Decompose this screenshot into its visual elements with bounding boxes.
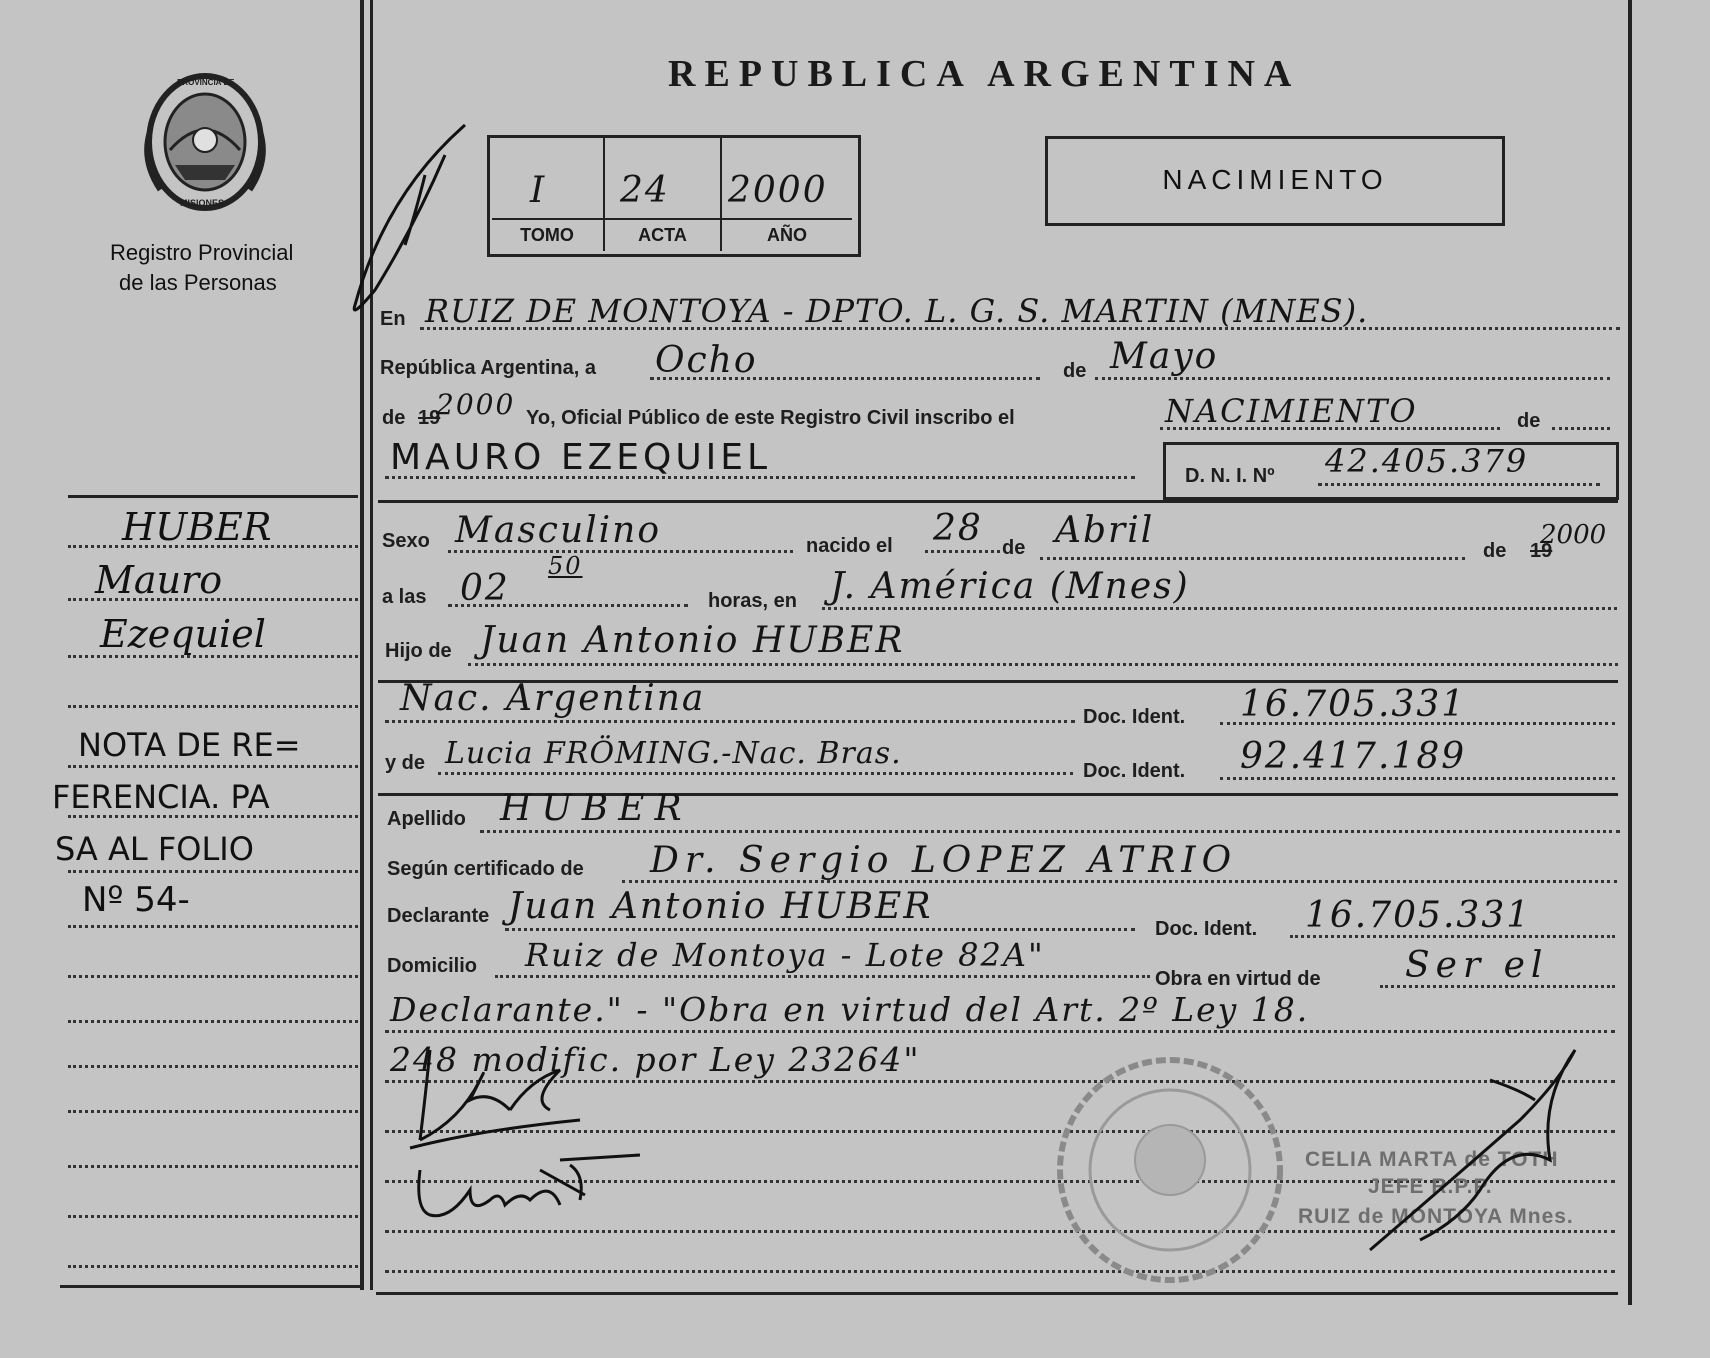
margin-note-line2: FERENCIA. PA [52,778,270,816]
a-las-label: a las [382,586,427,608]
margin-rule [68,925,358,928]
act-written-value: NACIMIENTO [1165,392,1418,430]
de-label-birth-month: de [1002,537,1026,559]
hijo-label: Hijo de [385,640,452,662]
obra-value-1: Ser el [1405,945,1549,986]
declarant-doc-value: 16.705.331 [1305,895,1532,936]
address-value: Ruiz de Montoya - Lote 82A" [525,936,1045,974]
father-nationality-value: Nac. Argentina [400,678,706,719]
dni-label: D. N. I. Nº [1185,465,1275,487]
margin-note-line3: SA AL FOLIO [55,830,254,868]
official-round-stamp [1050,1050,1290,1290]
declarant-signature [400,1040,600,1160]
registry-name-line2: de las Personas [119,270,277,295]
birth-place-line [822,607,1617,610]
margin-rule [68,1110,358,1113]
surname-value: HUBER [500,788,692,829]
seal-text-top: PROVINCIA DE [177,78,235,87]
segun-label: Según certificado de [387,858,584,880]
inscribo-label: Yo, Oficial Público de este Registro Civil inscribo el [526,407,1015,429]
margin-rule [68,1020,358,1023]
ano-value: 2000 [728,170,828,211]
misiones-seal-icon [140,70,270,215]
margin-rule [68,1165,358,1168]
birth-month-line [1040,557,1465,560]
acta-value: 24 [620,170,670,211]
birth-day-line [925,550,1000,553]
nacido-label: nacido el [806,535,893,557]
official-office-stamp: RUIZ de MONTOYA Mnes. [1298,1205,1574,1228]
birth-day-value: 28 [933,508,983,549]
obra-line-2 [385,1030,1615,1033]
mother-doc-value: 92.417.189 [1240,736,1467,777]
act-type-label: NACIMIENTO [1162,164,1388,195]
registrar-initial-mark [345,115,485,335]
sexo-value: Masculino [455,510,662,551]
father-nat-line [385,720,1075,723]
margin-rule [68,1065,358,1068]
de-label-year: de [382,407,406,429]
form-section-rule [378,500,1618,503]
margin-note-line4: Nº 54- [82,880,190,920]
obra-value-2: Declarante." - "Obra en virtud del Art. 2º Ley 18. [390,990,1310,1029]
de-label-birth-year: de [1483,540,1507,562]
mother-doc-label: Doc. Ident. [1083,760,1186,782]
apellido-label: Apellido [387,808,466,830]
form-bottom-rule [376,1292,1618,1295]
horas-label: horas, en [708,590,797,612]
seal-text-bottom: MISIONES [180,198,225,208]
acta-label: ACTA [638,225,687,245]
obra-label: Obra en virtud de [1155,968,1321,990]
margin-surname: HUBER [122,505,272,549]
margin-top-rule [68,495,358,498]
birth-place-value: J. América (Mnes) [830,566,1190,607]
day-value: Ocho [655,340,758,381]
margin-rule [68,705,358,708]
official-name-stamp: CELIA MARTA de TOTH [1305,1148,1559,1171]
witness-signature [410,1150,650,1230]
declarant-doc-label: Doc. Ident. [1155,918,1258,940]
year-value: 2000 [436,388,516,421]
de-line-end [1552,427,1610,430]
declarante-label: Declarante [387,905,490,927]
official-signature [1360,1040,1590,1260]
blank-line [385,1270,1615,1273]
month-value: Mayo [1110,336,1219,377]
y-de-label: y de [385,752,426,774]
dni-value: 42.405.379 [1325,442,1529,480]
margin-rule [68,870,358,873]
mother-doc-line [1220,777,1615,780]
printed-year-prefix: 19 [418,407,441,429]
obra-value-3: 248 modific. por Ley 23264" [390,1040,921,1079]
ano-label: AÑO [767,225,807,245]
margin-rule [68,975,358,978]
margin-bottom-rule [60,1285,360,1288]
tomo-value: I [530,170,547,211]
dni-line [1318,483,1600,486]
registry-name-line1: Registro Provincial [110,240,294,265]
en-label: En [380,308,406,330]
margin-rule [68,765,358,768]
form-right-border [1628,0,1632,1305]
father-line [468,663,1618,666]
page-title: REPUBLICA ARGENTINA [668,53,1301,95]
margin-note-line1: NOTA DE RE= [78,726,301,764]
official-title-stamp: JEFE R.P.P. [1368,1175,1493,1198]
mother-line [438,772,1073,775]
declarant-value: Juan Antonio HUBER [508,886,933,927]
address-line [495,975,1150,978]
margin-given-name-2: Ezequiel [100,612,266,656]
hour-value: 02 [460,568,510,609]
doctor-value: Dr. Sergio LOPEZ ATRIO [650,840,1238,881]
birth-year-value: 2000 [1540,520,1607,550]
republica-label: República Argentina, a [380,357,596,379]
printed-year-prefix-2: 19 [1530,540,1553,562]
father-doc-value: 16.705.331 [1240,684,1467,725]
margin-rule [68,1265,358,1268]
surname-line [480,830,1620,833]
month-line [1095,377,1610,380]
place-value: RUIZ DE MONTOYA - DPTO. L. G. S. MARTIN (MNES). [425,292,1369,330]
sexo-label: Sexo [382,530,430,552]
record-table-baseline [492,218,852,220]
de-label-month: de [1063,360,1087,382]
father-value: Juan Antonio HUBER [480,620,905,661]
tomo-label: TOMO [520,225,574,245]
minutes-value: 50 [548,552,583,580]
declarant-line [505,928,1135,931]
mother-value: Lucia FRÖMING.-Nac. Bras. [445,736,902,771]
de-label-name: de [1517,410,1541,432]
domicilio-label: Domicilio [387,955,478,977]
margin-given-name-1: Mauro [95,558,223,602]
margin-rule [68,1215,358,1218]
child-name-value: MAURO EZEQUIEL [390,437,772,478]
father-doc-label: Doc. Ident. [1083,706,1186,728]
birth-month-value: Abril [1055,510,1155,551]
